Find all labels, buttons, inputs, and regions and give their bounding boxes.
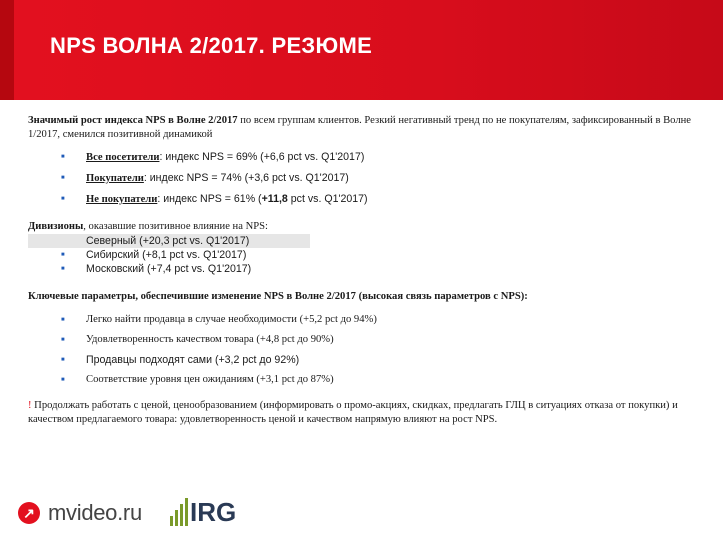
summary-lead: Значимый рост индекса NPS в Волне 2/2017 [28,115,238,126]
summary-text: по всем группам клиентов. Резкий негативный тренд по не покупателям, зафиксированный в Волне 1/2017, сменился позитивной динамикой [28,115,691,140]
footer [0,488,723,544]
header-stripe [0,0,14,100]
division-highlight [28,234,310,248]
arrow-icon: ↗ [18,502,40,524]
bars-icon [170,498,188,526]
note-mark: ! [28,400,32,411]
header-banner [0,0,723,100]
summary-item-value: : индекс NPS = 74% (+3,6 pct vs. Q1'2017) [143,172,349,184]
list-item [28,313,708,327]
summary-paragraph [28,114,708,142]
irg-logo-text: IRG [190,497,237,527]
note-text: Продолжать работать с ценой, ценообразованием (информировать о промо-акциях, скидках, предлагать ГЛЦ в ситуациях отказа от покупки) и качеством предлагаемого товара: удовлетворенность ценой и качеством напрямую влияют на рост NPS. [28,400,678,425]
mvideo-logo-text: mvideo.ru [48,500,142,525]
param-item: Удовлетворенность качеством товара (+4,8 pct до 90%) [86,334,334,345]
division-item: Северный (+20,3 pct vs. Q1'2017) [86,235,250,247]
params-heading: Ключевые параметры, обеспечившие изменение NPS в Волне 2/2017 (высокая связь параметров с NPS): [28,291,528,302]
summary-item-value: : индекс NPS = 69% (+6,6 pct vs. Q1'2017) [159,151,365,163]
page-title: NPS ВОЛНА 2/2017. РЕЗЮМЕ [50,33,373,58]
divisions-list [28,234,708,276]
list-item [28,248,708,262]
summary-item-label: Покупатели [86,173,144,184]
summary-list [28,150,708,207]
list-item [28,234,708,248]
summary-item-label: Не покупатели [86,194,158,205]
list-item [28,373,708,387]
division-item: Московский (+7,4 pct vs. Q1'2017) [86,263,252,275]
summary-item-highlight: +11,8 [261,193,288,205]
summary-item-label: Все посетители [86,152,160,163]
divisions-heading-text: , оказавшие позитивное влияние на NPS: [83,221,268,232]
param-item: Легко найти продавца в случае необходимости (+5,2 pct до 94%) [86,314,377,325]
list-item [28,353,708,367]
param-item: Соответствие уровня цен ожиданиям (+3,1 pct до 87%) [86,374,334,385]
summary-item-value-end: pct vs. Q1'2017) [287,193,368,205]
mvideo-logo [18,500,142,526]
irg-logo [170,494,236,526]
divisions-heading [28,219,708,234]
list-item [28,150,708,165]
divisions-heading-bold: Дивизионы [28,221,84,232]
list-item [28,192,708,207]
list-item [28,171,708,186]
content [28,114,708,427]
params-list [28,313,708,387]
note-paragraph [28,399,708,427]
summary-item-value: : индекс NPS = 61% ( [157,193,262,205]
division-item: Сибирский (+8,1 pct vs. Q1'2017) [86,249,247,261]
list-item [28,262,708,276]
param-item: Продавцы подходят сами (+3,2 pct до 92%) [86,354,300,366]
list-item [28,333,708,347]
